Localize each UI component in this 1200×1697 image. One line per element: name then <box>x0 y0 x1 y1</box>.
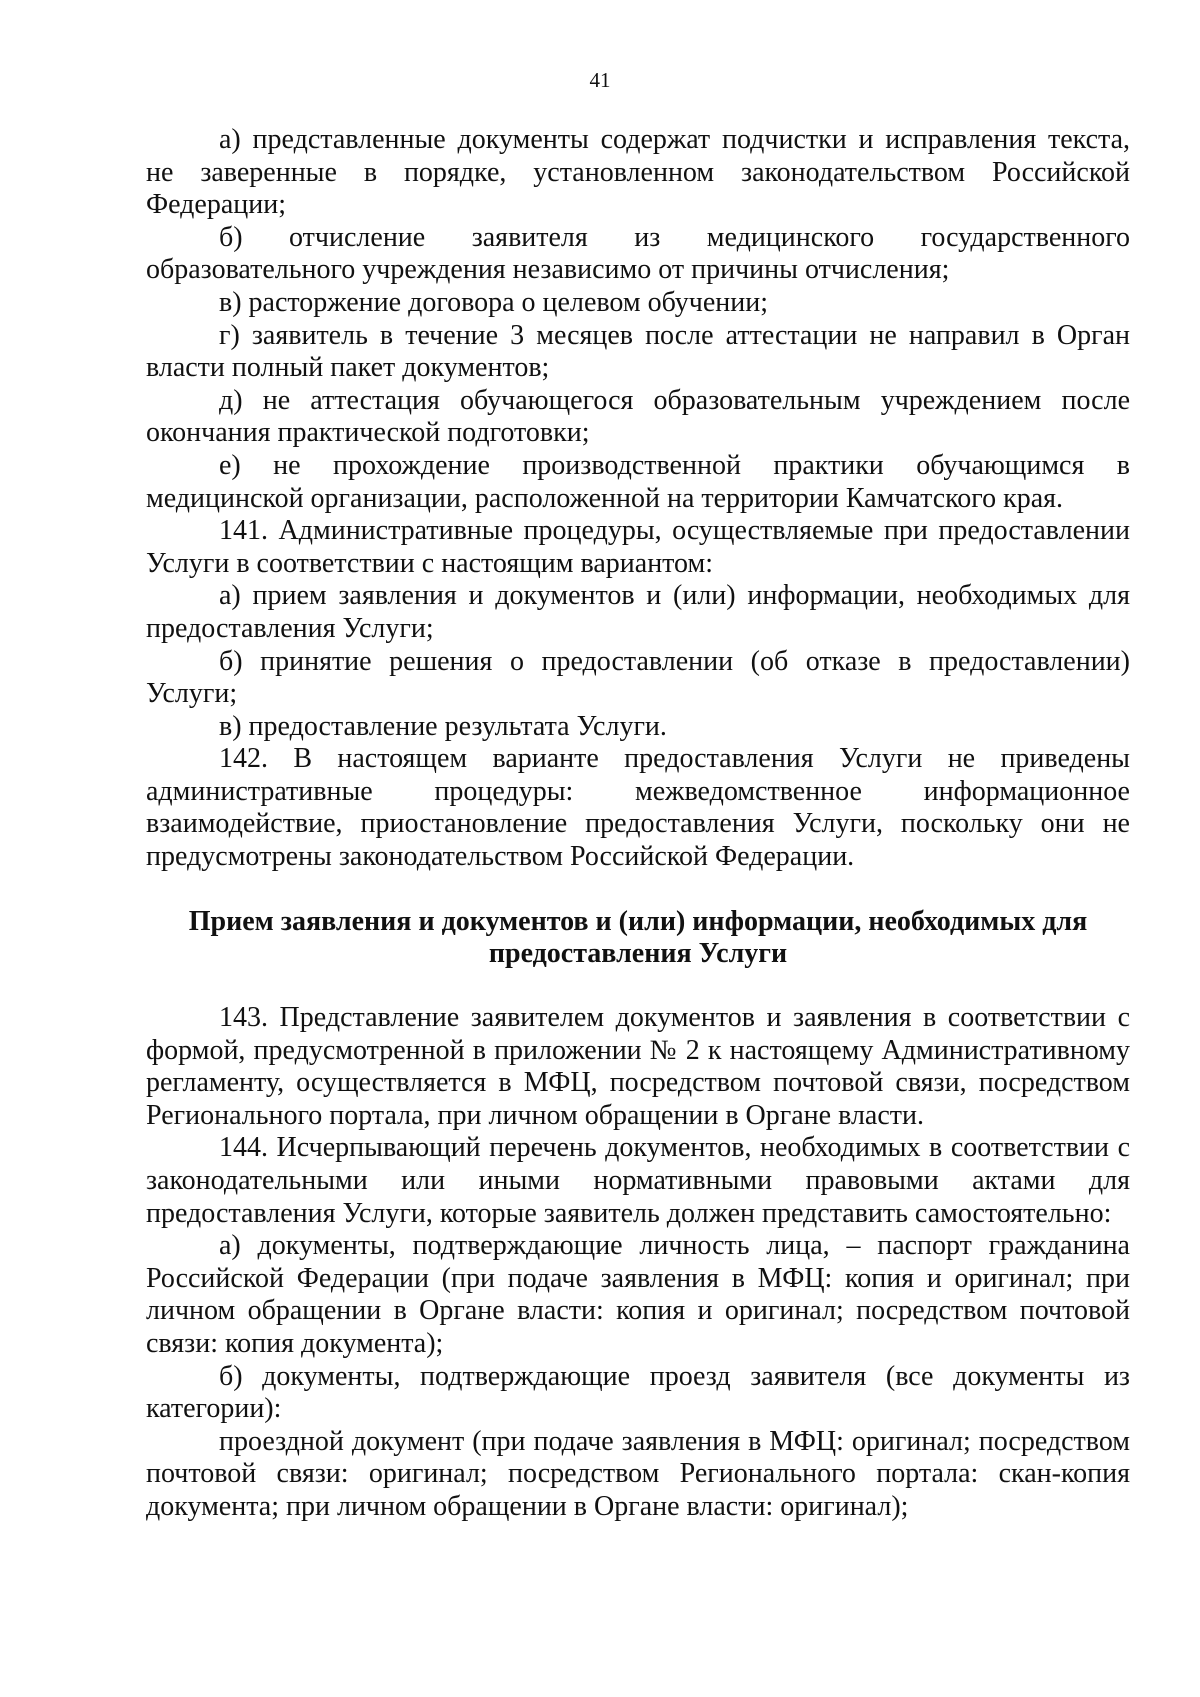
text-block-before-heading <box>146 124 1130 874</box>
paragraph-141-procedures: 141. Административные процедуры, осуществляемые при предоставлении Услуги в соответствии с настоящим вариантом: <box>146 515 1130 579</box>
paragraph-144-a: а) документы, подтверждающие личность лица, – паспорт гражданина Российской Федерации (при подаче заявления в МФЦ: копия и оригинал; при личном обращении в Органе власти: копия и оригинал; посредством почтовой связи: копия документа); <box>146 1230 1130 1359</box>
paragraph-141-b: б) принятие решения о предоставлении (об отказе в предоставлении) Услуги; <box>146 645 1130 710</box>
section-heading: Прием заявления и документов и (или) информации, необходимых для предоставления Услуги <box>188 906 1088 969</box>
paragraph-v-contract-termination: в) расторжение договора о целевом обучении; <box>219 286 769 318</box>
paragraph-144-b: б) документы, подтверждающие проезд заявителя (все документы из категории): <box>146 1360 1130 1425</box>
paragraph-144: 144. Исчерпывающий перечень документов, необходимых в соответствии с законодательными или иными нормативными правовыми актами для предоставления Услуги, которые заявитель должен представить самостоятельно: <box>146 1132 1130 1229</box>
paragraph-143: 143. Представление заявителем документов и заявления в соответствии с формой, предусмотренной в приложении № 2 к настоящему Административному регламенту, осуществляется в МФЦ, посредством почтовой связи, посредством Регионального портала, при личном обращении в Органе власти. <box>146 1002 1130 1131</box>
paragraph-b-expulsion: б) отчисление заявителя из медицинского государственного образовательного учреждения независимо от причины отчисления; <box>146 221 1130 286</box>
paragraph-travel-document: проездной документ (при подаче заявления в МФЦ: оригинал; посредством почтовой связи: оригинал; посредством Регионального портала: скан-копия документа; при личном обращении в Органе власти: оригинал); <box>146 1425 1130 1522</box>
page-number: 41 <box>589 68 611 92</box>
paragraph-141-v: в) предоставление результата Услуги. <box>219 710 667 742</box>
text-block-after-heading <box>146 1002 1130 1524</box>
paragraph-142: 142. В настоящем варианте предоставления Услуги не приведены административные процедуры: межведомственное информационное взаимодействие, приостановление предоставления Услуги, поскольку они не предусмотрены законодательством Российской Федерации. <box>146 743 1130 873</box>
paragraph-141-a: а) прием заявления и документов и (или) информации, необходимых для предоставления Услуги; <box>146 580 1130 644</box>
paragraph-e-no-practice: е) не прохождение производственной практики обучающимся в медицинской организации, расположенной на территории Камчатского края. <box>146 449 1130 514</box>
paragraph-g-documents-not-sent: г) заявитель в течение 3 месяцев после аттестации не направил в Орган власти полный пакет документов; <box>146 319 1130 384</box>
paragraph-a-corrections: а) представленные документы содержат подчистки и исправления текста, не заверенные в порядке, установленном законодательством Российской Федерации; <box>146 124 1130 221</box>
paragraph-d-no-attestation: д) не аттестация обучающегося образовательным учреждением после окончания практической подготовки; <box>146 384 1130 449</box>
